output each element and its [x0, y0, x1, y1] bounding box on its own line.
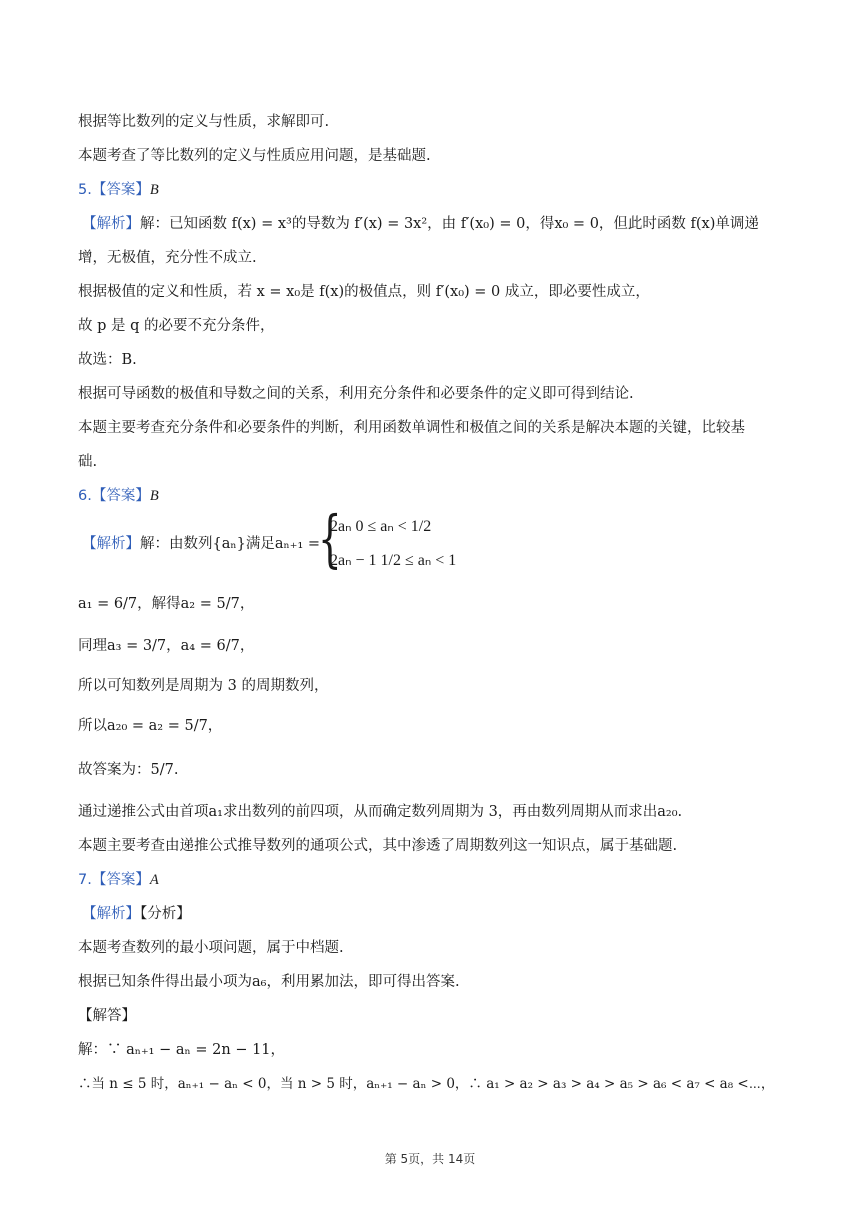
analysis-line: [82, 904, 191, 924]
text-line: 所以可知数列是周期为 3 的周期数列，: [78, 678, 329, 694]
jieda-tag: 【解答】: [78, 1008, 136, 1024]
text-line: 本题考查数列的最小项问题，属于中档题.: [78, 940, 344, 956]
text-line: 根据等比数列的定义与性质，求解即可.: [78, 114, 330, 130]
analysis-tag: 【解析】: [82, 216, 140, 232]
answer-tag: 【答案】: [91, 182, 150, 198]
text-line: 根据已知条件得出最小项为a₆，利用累加法，即可得出答案.: [78, 974, 460, 990]
text-line: 故选：B.: [78, 352, 137, 368]
text-line: 根据可导函数的极值和导数之间的关系，利用充分条件和必要条件的定义即可得到结论.: [78, 386, 634, 402]
analysis-line: [82, 214, 759, 234]
text-line: 本题主要考查由递推公式推导数列的通项公式，其中渗透了周期数列这一知识点，属于基础题.: [78, 838, 678, 854]
text-line: ∴当 n ≤ 5 时，aₙ₊₁ − aₙ < 0，当 n > 5 时，aₙ₊₁ − aₙ > 0，∴ a₁ > a₂ > a₃ > a₄ > a₅ > a₆ < a₇ < a₈ <⋯，: [78, 1076, 775, 1092]
answer-value: A: [149, 872, 159, 888]
question-number: 7.: [78, 872, 92, 888]
analysis-tag: 【解析】: [82, 906, 140, 922]
text-line: 解：∵ aₙ₊₁ − aₙ = 2n − 11，: [78, 1042, 286, 1058]
q5-answer-line: [78, 180, 159, 200]
piecewise-case: 2aₙ 0 ≤ aₙ < 1/2: [330, 518, 432, 535]
text-line: 本题主要考查充分条件和必要条件的判断，利用函数单调性和极值之间的关系是解决本题的关键，比较基: [78, 420, 745, 436]
text-line: a₁ = 6/7，解得a₂ = 5/7，: [78, 596, 255, 612]
analysis-line: [82, 534, 320, 554]
text-line: 础.: [78, 454, 98, 470]
answer-tag: 【答案】: [91, 872, 150, 888]
question-number: 6.: [78, 488, 92, 504]
text-line: 根据极值的定义和性质，若 x = x₀是 f(x)的极值点，则 f′(x₀) = 0 成立，即必要性成立，: [78, 284, 650, 300]
answer-tag: 【答案】: [91, 488, 150, 504]
analysis-tag: 【解析】: [82, 536, 140, 552]
page-footer: 第 5页，共 14页: [384, 1152, 476, 1166]
fenxi-tag: 【分析】: [140, 906, 191, 922]
text-line: 故 p 是 q 的必要不充分条件，: [78, 318, 275, 334]
analysis-text: 解：由数列{aₙ}满足aₙ₊₁ =: [140, 536, 321, 552]
text-line: 通过递推公式由首项a₁求出数列的前四项，从而确定数列周期为 3，再由数列周期从而求出a₂₀.: [78, 804, 683, 820]
answer-value: B: [149, 182, 159, 198]
piecewise-definition: [318, 502, 488, 578]
analysis-text: 解：已知函数 f(x) = x³的导数为 f′(x) = 3x²，由 f′(x₀) = 0，得x₀ = 0，但此时函数 f(x)单调递: [140, 216, 759, 232]
text-line: 本题考查了等比数列的定义与性质应用问题，是基础题.: [78, 148, 431, 164]
q7-answer-line: [78, 870, 159, 890]
piecewise-case: 2aₙ − 1 1/2 ≤ aₙ < 1: [330, 552, 457, 569]
text-line: 增，无极值，充分性不成立.: [78, 250, 257, 266]
text-line: 所以a₂₀ = a₂ = 5/7，: [78, 718, 223, 734]
brace-glyph: {: [318, 502, 342, 575]
text-line: 故答案为：5/7.: [78, 762, 179, 778]
answer-value: B: [149, 488, 159, 504]
q6-answer-line: [78, 486, 159, 506]
text-line: 同理a₃ = 3/7，a₄ = 6/7，: [78, 638, 255, 654]
question-number: 5.: [78, 182, 92, 198]
